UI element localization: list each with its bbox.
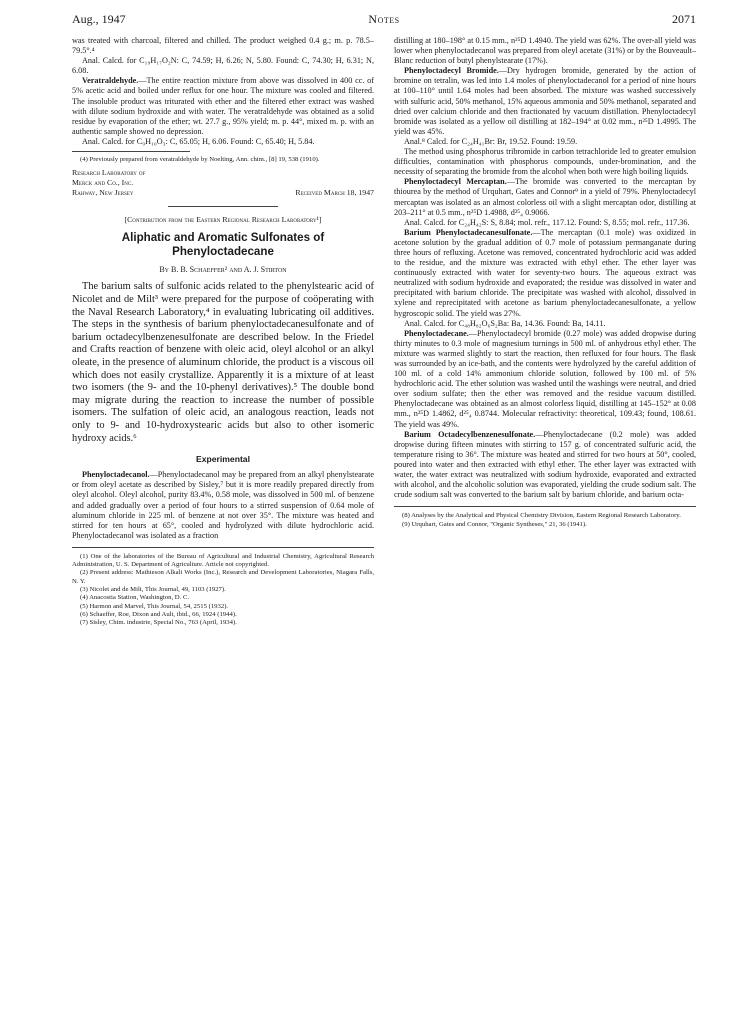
- article-title: Aliphatic and Aromatic Sulfonates of Phenyloctadecane: [121, 231, 325, 259]
- footnote-block: [394, 512, 696, 529]
- running-header: [72, 12, 696, 28]
- footnote: (4) Anacostia Station, Washington, D. C.: [80, 594, 190, 602]
- address-line: Merck and Co., Inc.: [72, 178, 134, 188]
- address-block: [72, 168, 374, 198]
- address-line: Research Laboratory of: [72, 168, 146, 178]
- run-in-heading: Barium Phenyloctadecanesulfonate.: [404, 227, 533, 237]
- paragraph-text: —Phenyloctadecanol may be prepared from an alkyl phenylstearate or from oleyl acetate as described by Sisley,⁷ but it is more readily prepared directly from oleyl alcohol. Oleyl alcohol, purity 83.4%, 0.58 mole, was dissolved in 500 ml. of benzene and added gradually over a period of four hours to a stirred suspension of 0.64 mole of aluminum chloride in 225 ml. of benzene at not over 35°. The mixture was heated and stirred for ten hours at 65°, cooled and hydrolyzed with dilute hydrochloric acid. Phenyloctadecanol was isolated as a fraction: [72, 470, 374, 540]
- paragraph: [72, 470, 374, 541]
- footnote-divider: [72, 547, 374, 548]
- received-date: Received March 18, 1947: [295, 188, 374, 198]
- footnote: (8) Analyses by the Analytical and Physical Chemistry Division, Eastern Regional Research Laboratory.: [402, 512, 681, 520]
- introduction: [72, 281, 374, 445]
- footnote-block: [72, 156, 374, 164]
- paragraph: [72, 76, 374, 137]
- run-in-heading: Phenyloctadecane.: [404, 328, 469, 338]
- paragraph-text: —The entire reaction mixture from above was dissolved in 400 cc. of 5% acetic acid and boiled under reflux for one hour. The mixture was cooled and filtered. The insoluble product was triturated with ether and the filtered ether extract was washed with dilute sodium hydroxide and with water. The veratraldehyde was obtained as a solid residue by evaporation of the ether; wt. 27.7 g., 95% yield; m. p. 44°, mixed m. p. with an authentic sample showed no depression.: [72, 76, 374, 136]
- section-heading: Experimental: [196, 454, 250, 465]
- header-section: Notes: [368, 12, 400, 26]
- run-in-heading: Barium Octadecylbenzenesulfonate.: [404, 429, 536, 439]
- header-date: Aug., 1947: [72, 12, 126, 26]
- paragraph: distilling at 180–198° at 0.15 mm., n²⁵D 1.4940. The yield was 62%. The over-all yield was lower when phenyloctadecanol was prepared from oleyl acetate (31%) or by the Bouveault–Blanc reduction of butyl phenylstearate (17%).: [394, 36, 696, 66]
- paragraph: was treated with charcoal, filtered and chilled. The product weighed 0.4 g.; m. p. 78.5–79.5°.⁴: [72, 36, 374, 56]
- analysis-line: Anal. Calcd. for C₁₉H₁₇O₂N: C, 74.59; H, 6.26; N, 5.80. Found: C, 74.30; H, 6.31; N, 6.08.: [72, 56, 374, 76]
- right-column: [394, 36, 696, 529]
- paragraph: [394, 177, 696, 217]
- analysis-line: Anal. Calcd. for C₉H₁₀O₃: C, 65.05; H, 6.06. Found: C, 65.40; H, 5.84.: [82, 136, 315, 146]
- paragraph-text: —Phenyloctadecyl bromide (0.27 mole) was added dropwise during thirty minutes to 0.3 mole of magnesium turnings in 500 ml. of anhydrous ethyl ether. The mixture was warmed slightly to start the reaction, then refluxed for four hours. The flask was surrounded by an ice-bath, and the contents were hydrolyzed by the careful addition of 100 ml. of a cold 14% ammonium chloride solution, followed by 100 ml. of 5% hydrochloric acid. The ether solution was washed until the washings were neutral, and dried over sodium sulfate; then the ether was removed and the residue vacuum distilled. Phenyloctadecane was obtained as an almost colorless liquid, distilling at 145–152° at 0.08 mm., n²⁵D 1.4862, d²⁵₄ 0.8744. Molecular refractivity: theoretical, 109.43; found, 108.61. The yield was 49%.: [394, 328, 696, 429]
- paragraph: [394, 66, 696, 137]
- address-line: Rahway, New Jersey: [72, 188, 134, 198]
- footnote: (6) Schaeffer, Roe, Dixon and Ault, ibid., 66, 1924 (1944).: [80, 610, 237, 618]
- header-page-number: 2071: [672, 12, 696, 26]
- analysis-line: Anal.⁸ Calcd. for C₂₄H₄₁Br: Br, 19.52. Found: 19.59.: [404, 136, 578, 146]
- footnote: (4) Previously prepared from veratraldehyde by Noelting, Ann. chim., [8] 19, 538 (1910).: [80, 156, 320, 164]
- run-in-heading: Phenyloctadecanol.: [82, 470, 150, 480]
- footnote: (2) Present address: Mathieson Alkali Works (Inc.), Research and Development Laboratories, Niagara Falls, N. Y.: [72, 569, 374, 585]
- footnote: (3) Nicolet and de Milt, This Journal, 49, 1103 (1927).: [80, 586, 226, 594]
- left-column: [72, 36, 374, 628]
- paragraph-text: —Dry hydrogen bromide, generated by the action of bromine on tetralin, was led into 1.4 moles of phenyloctadecanol for a period of nine hours at 100–110° until 1.64 moles had been absorbed. The mixture was washed successively with sulfuric acid, 50% methanol, 15% aqueous ammonia and 50% methanol, separated and dried over calcium chloride and then fractionated by vacuum distillation. Phenyloctadecyl bromide was isolated as a yellow oil distilling at 182–194° at 0.02 mm., n²⁵D 1.4995. The yield was 45%.: [394, 66, 697, 136]
- run-in-heading: Phenyloctadecyl Bromide.: [404, 66, 499, 76]
- paragraph: [394, 228, 696, 319]
- paragraph-text: —The mercaptan (0.1 mole) was oxidized in acetone solution by the gradual addition of 0.7 mole of potassium permanganate during three hours of refluxing. Acetone was removed, concentrated hydrochloric acid was added to the residue, and the mixture was extracted with ethyl ether. The ether layer was continuously extracted with water for seventy-two hours. The aqueous extract was neutralized with sodium hydroxide and evaporated; the residue was dissolved in water and precipitated with barium chloride. The precipitate was washed with alcohol, dissolved in xylene and reprecipitated with acetone as barium phenyloctadecanesulfonate, a yellow hygroscopic solid. The yield was 27%.: [394, 227, 696, 318]
- footnote-block: [72, 553, 374, 628]
- analysis-line: Anal. Calcd. for C₄₈H₈₂O₆S₂Ba: Ba, 14.36. Found: Ba, 14.11.: [404, 318, 606, 328]
- paragraph: The barium salts of sulfonic acids related to the phenylstearic acid of Nicolet and de Milt³ were prepared for the purpose of coöperating with the Naval Research Laboratory,⁴ in evaluating lubricating oil additives. The steps in the synthesis of barium phenyloctadecanesulfonate and of barium octadecylbenzenesulfonate are described below. In the Friedel and Crafts reaction of benzene with oleic acid, oleyl alcohol or an alkyl oleate, in the presence of aluminum chloride, the product is a viscous oil which does not easily crystallize. Apparently it is a mixture of at least two isomers (the 9- and the 10-phenyl derivatives).⁵ The double bond may migrate during the reaction to increase the number of possible isomers. The sulfation of oleic acid, an analogous reaction, leads not only to 9- and 10-hydroxystearic acids but also to other isomeric hydroxy acids.⁶: [72, 281, 374, 444]
- paragraph-text: —The bromide was converted to the mercaptan by thiourea by the method of Urquhart, Gates and Connor⁹ in a yield of 79%. Phenyloctadecyl mercaptan was isolated as an almost colorless oil with a slight mercaptan odor, distilling at 203–211° at 0.5 mm., n²⁵D 1.4988, d²⁵₄ 0.9066.: [394, 177, 696, 217]
- footnote: (9) Urquhart, Gates and Connor, "Organic Syntheses," 21, 36 (1941).: [402, 520, 587, 528]
- footnote: (5) Harmon and Marvel, This Journal, 54, 2515 (1932).: [80, 602, 229, 610]
- author-byline: By B. B. Schaeffer² and A. J. Stirton: [159, 265, 287, 275]
- paragraph: [394, 430, 696, 501]
- footnote-divider: [394, 506, 696, 507]
- footnote: (7) Sisley, Chim. industrie, Special No., 763 (April, 1934).: [80, 619, 237, 627]
- run-in-heading: Veratraldehyde.: [82, 76, 139, 86]
- footnote-divider: [72, 151, 190, 152]
- article-divider: [168, 206, 278, 207]
- paragraph: [394, 329, 696, 430]
- analysis-line: Anal. Calcd. for C₂₄H₄₂S: S, 8.84; mol. refr., 117.12. Found: S, 8.55; mol. refr., 117.36.: [404, 217, 690, 227]
- paragraph-text: —Phenyloctadecane (0.2 mole) was added dropwise during fifteen minutes with stirring to 157 g. of concentrated sulfuric acid, the temperature rising to 36°. The mixture was heated and stirred for two hours at 50°, cooled, poured into water and then extracted with ethyl ether. The ether layer was extracted with water, the water extract was neutralized with sodium hydroxide, evaporated and extracted with alcohol, and the alcoholic solution was evaporated, yielding the crude sodium salt. The crude sodium salt was converted to the barium salt by barium chloride, and barium octa-: [394, 429, 697, 500]
- paragraph: The method using phosphorus tribromide in carbon tetrachloride led to greater emulsion difficulties, contamination with phosphorus compounds, under-bromination, and the necessity of separating the bromide from the alcohol when both were high boiling liquids.: [394, 147, 696, 177]
- contribution-line: [Contribution from the Eastern Regional Research Laboratory¹]: [124, 215, 322, 225]
- run-in-heading: Phenyloctadecyl Mercaptan.: [404, 177, 507, 187]
- footnote: (1) One of the laboratories of the Bureau of Agricultural and Industrial Chemistry, Agricultural Research Administration, U. S. Department of Agriculture. Article not copyrighted.: [72, 552, 374, 569]
